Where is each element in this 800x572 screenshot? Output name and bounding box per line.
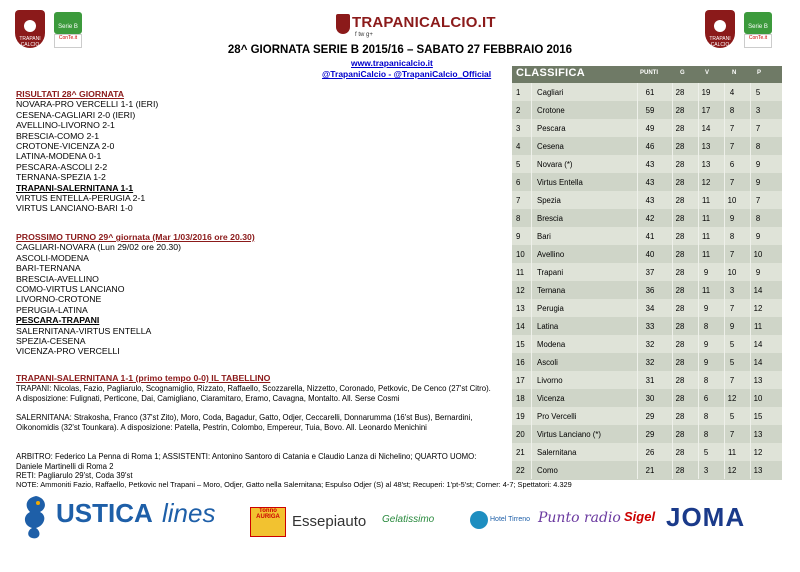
- standings-g: 28: [675, 412, 685, 421]
- col-divider: [672, 83, 673, 479]
- standings-team: Trapani: [537, 268, 564, 277]
- standings-v: 12: [701, 178, 711, 187]
- trapani-lineup: TRAPANI: Nicolas, Fazio, Pagliarulo, Scognamiglio, Rizzato, Raffaello, Scozzarella, Nizzetto, Coronado, Petkovic, De Cenco (27'st Citro). A disposizione: Fulignati, Perticone, Dai, Camigliano, Ciaramitaro, Eramo, Cavagna, Montalto. All. Serse Cosmi: [16, 384, 491, 403]
- twitter-link[interactable]: @TrapaniCalcio - @TrapaniCalcio_Official: [322, 69, 492, 79]
- standings-v: 9: [703, 268, 709, 277]
- fixture-line: SALERNITANA-VIRTUS ENTELLA: [16, 325, 152, 336]
- standings-row: [512, 407, 782, 426]
- ustica-text: USTICA: [56, 498, 153, 528]
- fixture-line: BRESCIA-AVELLINO: [16, 273, 99, 284]
- tonno-auriga-logo: Tonno AURIGA: [250, 507, 286, 537]
- standings-g: 28: [675, 232, 685, 241]
- result-line: PESCARA-ASCOLI 2-2: [16, 161, 108, 172]
- logo-text: TRAPANI CALCIO: [19, 36, 41, 48]
- standings-n: 7: [729, 250, 735, 259]
- result-line: BRESCIA-COMO 2-1: [16, 130, 100, 141]
- standings-team: Latina: [537, 322, 559, 331]
- standings-position: 12: [516, 286, 525, 295]
- standings-position: 9: [516, 232, 521, 241]
- standings-n: 5: [729, 340, 735, 349]
- standings-pts: 32: [645, 358, 655, 367]
- standings-row: [512, 443, 782, 462]
- ustica-lines-logo: [14, 490, 239, 546]
- standings-p: 9: [755, 160, 761, 169]
- col-g: G: [680, 70, 685, 76]
- standings-g: 28: [675, 304, 685, 313]
- standings-p: 9: [755, 268, 761, 277]
- standings-p: 8: [755, 214, 761, 223]
- standings-position: 21: [516, 448, 525, 457]
- standings-g: 28: [675, 250, 685, 259]
- standings-n: 10: [727, 196, 737, 205]
- logo-text: TRAPANI CALCIO: [709, 36, 731, 48]
- standings-p: 7: [755, 196, 761, 205]
- col-divider: [698, 83, 699, 479]
- standings-pts: 33: [645, 322, 655, 331]
- standings-row: [512, 101, 782, 120]
- standings-team: Virtus Entella: [537, 178, 583, 187]
- standings-v: 9: [703, 304, 709, 313]
- standings-team: Ternana: [537, 286, 566, 295]
- conte-label: ConTe.it: [54, 34, 82, 48]
- standings-position: 10: [516, 250, 525, 259]
- standings-v: 17: [701, 106, 711, 115]
- standings-row: [512, 263, 782, 282]
- fixture-line: LIVORNO-CROTONE: [16, 294, 102, 305]
- result-line: VIRTUS ENTELLA-PERUGIA 2-1: [16, 193, 146, 204]
- standings-p: 13: [753, 466, 763, 475]
- standings-v: 9: [703, 340, 709, 349]
- standings-team: Livorno: [537, 376, 563, 385]
- standings-n: 5: [729, 412, 735, 421]
- standings-pts: 37: [645, 268, 655, 277]
- standings-g: 28: [675, 340, 685, 349]
- col-divider: [750, 83, 751, 479]
- standings-position: 2: [516, 106, 521, 115]
- standings-g: 28: [675, 196, 685, 205]
- col-punti: PUNTI: [640, 70, 658, 76]
- standings-g: 28: [675, 106, 685, 115]
- gelatissimo-logo: Gelatissimo: [382, 514, 435, 525]
- result-line: CROTONE-VICENZA 2-0: [16, 141, 115, 152]
- standings-row: [512, 245, 782, 264]
- standings-g: 28: [675, 124, 685, 133]
- website-link[interactable]: www.trapanicalcio.it: [351, 58, 433, 68]
- standings-n: 3: [729, 286, 735, 295]
- standings-pts: 43: [645, 160, 655, 169]
- standings-position: 6: [516, 178, 521, 187]
- standings-n: 12: [727, 394, 737, 403]
- standings-position: 14: [516, 322, 525, 331]
- standings-v: 11: [701, 286, 711, 295]
- standings-v: 13: [701, 142, 711, 151]
- standings-pts: 36: [645, 286, 655, 295]
- standings-g: 28: [675, 268, 685, 277]
- salernitana-lineup: SALERNITANA: Strakosha, Franco (37'st Zito), Moro, Coda, Bagadur, Gatto, Odjer, Ceccarelli, Donnarumma (16'st Bus), Bernardini, Oikonomidis (32'st Tounkara). A disposizione: Patella, Pestrin, Colombo, Empereur, Tuia, Bovo. All. Leonardo Menichini: [16, 413, 473, 432]
- standings-pts: 30: [645, 394, 655, 403]
- standings-g: 28: [675, 286, 685, 295]
- standings-position: 16: [516, 358, 525, 367]
- standings-p: 9: [755, 178, 761, 187]
- ball-icon: [714, 20, 726, 32]
- page-title: 28^ GIORNATA SERIE B 2015/16 – SABATO 27 FEBBRAIO 2016: [227, 44, 573, 56]
- standings-v: 3: [703, 466, 709, 475]
- standings-row: [512, 317, 782, 336]
- standings-position: 8: [516, 214, 521, 223]
- standings-row: [512, 281, 782, 300]
- standings-team: Como: [537, 466, 558, 475]
- col-divider: [531, 83, 532, 479]
- result-line: LATINA-MODENA 0-1: [16, 151, 102, 162]
- standings-v: 11: [701, 250, 711, 259]
- standings-v: 8: [703, 430, 709, 439]
- standings-p: 14: [753, 340, 763, 349]
- col-v: V: [705, 70, 710, 76]
- standings-v: 19: [701, 88, 711, 97]
- standings-position: 7: [516, 196, 521, 205]
- standings-v: 14: [701, 124, 711, 133]
- lines-text: lines: [162, 498, 216, 528]
- standings-team: Avellino: [537, 250, 565, 259]
- standings-g: 28: [675, 358, 685, 367]
- standings-pts: 26: [645, 448, 655, 457]
- standings-team: Pescara: [537, 124, 566, 133]
- fixture-line: PERUGIA-LATINA: [16, 304, 88, 315]
- standings-row: [512, 173, 782, 192]
- result-line-trapani: TRAPANI-SALERNITANA 1-1: [16, 182, 134, 193]
- standings-g: 28: [675, 448, 685, 457]
- standings-position: 19: [516, 412, 525, 421]
- standings-n: 9: [729, 322, 735, 331]
- goals: RETI: Pagliarulo 29'st, Coda 39'st: [16, 471, 133, 480]
- standings-row: [512, 227, 782, 246]
- standings-position: 1: [516, 88, 521, 97]
- standings-g: 28: [675, 142, 685, 151]
- standings-n: 7: [729, 178, 735, 187]
- referees: ARBITRO: Federico La Penna di Roma 1; ASSISTENTI: Antonino Santoro di Catania e Claudio Lanza di Nichelino; QUARTO UOMO: Daniele Martinelli di Roma 2: [16, 452, 477, 471]
- standings-v: 13: [701, 160, 711, 169]
- standings-pts: 46: [645, 142, 655, 151]
- standings-v: 8: [703, 322, 709, 331]
- standings-p: 5: [755, 88, 761, 97]
- standings-p: 8: [755, 142, 761, 151]
- standings-pts: 29: [645, 412, 655, 421]
- ball-icon: [24, 20, 36, 32]
- standings-row: [512, 335, 782, 354]
- standings-row: [512, 389, 782, 408]
- standings-p: 3: [755, 106, 761, 115]
- standings-p: 14: [753, 286, 763, 295]
- standings-position: 17: [516, 376, 525, 385]
- standings-g: 28: [675, 430, 685, 439]
- standings-g: 28: [675, 394, 685, 403]
- standings-n: 12: [727, 466, 737, 475]
- standings-pts: 61: [645, 88, 655, 97]
- fixture-line: BARI-TERNANA: [16, 263, 81, 274]
- standings-position: 20: [516, 430, 525, 439]
- standings-position: 18: [516, 394, 525, 403]
- standings-team: Cagliari: [537, 88, 564, 97]
- standings-n: 10: [727, 268, 737, 277]
- standings-p: 7: [755, 124, 761, 133]
- standings-n: 7: [729, 124, 735, 133]
- result-line: CESENA-CAGLIARI 2-0 (IERI): [16, 109, 136, 120]
- trapani-logo-right: [705, 10, 735, 48]
- standings-pts: 42: [645, 214, 655, 223]
- brand-shield-icon: [336, 14, 350, 34]
- standings-row: [512, 299, 782, 318]
- standings-g: 28: [675, 322, 685, 331]
- standings-team: Bari: [537, 232, 551, 241]
- standings-p: 14: [753, 358, 763, 367]
- standings-p: 10: [753, 250, 763, 259]
- standings-g: 28: [675, 466, 685, 475]
- standings-row: [512, 209, 782, 228]
- standings-pts: 40: [645, 250, 655, 259]
- standings-p: 15: [753, 412, 763, 421]
- standings-v: 8: [703, 376, 709, 385]
- fixture-line: CAGLIARI-NOVARA (Lun 29/02 ore 20.30): [16, 242, 181, 253]
- standings-n: 9: [729, 214, 735, 223]
- standings-v: 8: [703, 412, 709, 421]
- standings-row: [512, 371, 782, 390]
- standings-row: [512, 155, 782, 174]
- standings-pts: 59: [645, 106, 655, 115]
- punto-radio-logo: Punto radio: [538, 510, 621, 526]
- standings-position: 5: [516, 160, 521, 169]
- standings-p: 9: [755, 232, 761, 241]
- standings-g: 28: [675, 178, 685, 187]
- standings-team: Salernitana: [537, 448, 577, 457]
- standings-n: 4: [729, 88, 735, 97]
- standings-position: 13: [516, 304, 525, 313]
- tabellino-heading: TRAPANI-SALERNITANA 1-1 (primo tempo 0-0) IL TABELLINO: [16, 373, 271, 383]
- standings-table: [512, 66, 782, 479]
- standings-team: Ascoli: [537, 358, 558, 367]
- standings-pts: 21: [645, 466, 655, 475]
- standings-pts: 41: [645, 232, 655, 241]
- sigel-logo: Sigel: [624, 509, 656, 524]
- standings-v: 11: [701, 196, 711, 205]
- standings-n: 5: [729, 358, 735, 367]
- social-icons[interactable]: f tw g+: [355, 32, 373, 38]
- hotel-tirreno-emblem-icon: [470, 511, 488, 529]
- standings-row: [512, 461, 782, 480]
- standings-n: 7: [729, 142, 735, 151]
- standings-n: 7: [729, 304, 735, 313]
- standings-p: 13: [753, 430, 763, 439]
- standings-n: 8: [729, 106, 735, 115]
- result-line: VIRTUS LANCIANO-BARI 1-0: [16, 203, 133, 214]
- standings-team: Crotone: [537, 106, 565, 115]
- standings-position: 3: [516, 124, 521, 133]
- standings-row: [512, 119, 782, 138]
- results-section: [16, 89, 158, 214]
- col-divider: [637, 83, 638, 479]
- standings-position: 11: [516, 268, 525, 277]
- standings-n: 7: [729, 376, 735, 385]
- standings-team: Virtus Lanciano (*): [537, 430, 601, 439]
- serie-b-label: Serie B: [54, 12, 82, 34]
- standings-team: Pro Vercelli: [537, 412, 577, 421]
- fixture-line: VICENZA-PRO VERCELLI: [16, 346, 120, 357]
- standings-pts: 49: [645, 124, 655, 133]
- hotel-tirreno-logo: Hotel Tirreno: [490, 516, 531, 523]
- result-line: AVELLINO-LIVORNO 2-1: [16, 120, 115, 131]
- standings-header: [512, 66, 782, 83]
- standings-v: 11: [701, 232, 711, 241]
- standings-team: Vicenza: [537, 394, 565, 403]
- standings-team: Spezia: [537, 196, 561, 205]
- standings-p: 12: [753, 304, 763, 313]
- result-line: TERNANA-SPEZIA 1-2: [16, 172, 106, 183]
- standings-n: 11: [727, 448, 737, 457]
- fixture-line: ASCOLI-MODENA: [16, 252, 89, 263]
- standings-p: 10: [753, 394, 763, 403]
- standings-p: 12: [753, 448, 763, 457]
- standings-pts: 32: [645, 340, 655, 349]
- standings-g: 28: [675, 214, 685, 223]
- standings-g: 28: [675, 88, 685, 97]
- standings-title: CLASSIFICA: [516, 67, 585, 79]
- standings-row: [512, 191, 782, 210]
- standings-v: 6: [703, 394, 709, 403]
- standings-v: 11: [701, 214, 711, 223]
- col-divider: [724, 83, 725, 479]
- joma-logo: JOMA: [666, 502, 746, 532]
- standings-row: [512, 137, 782, 156]
- standings-p: 13: [753, 376, 763, 385]
- standings-position: 15: [516, 340, 525, 349]
- standings-row: [512, 353, 782, 372]
- brand-title: TRAPANICALCIO.IT: [352, 14, 496, 31]
- fixture-line-trapani: PESCARA-TRAPANI: [16, 315, 100, 326]
- conte-label: ConTe.it: [744, 34, 772, 48]
- fixture-line: SPEZIA-CESENA: [16, 336, 86, 347]
- trapani-logo-left: [15, 10, 45, 48]
- standings-row: [512, 425, 782, 444]
- standings-v: 9: [703, 358, 709, 367]
- standings-p: 11: [753, 322, 763, 331]
- standings-pts: 29: [645, 430, 655, 439]
- result-line: NOVARA-PRO VERCELLI 1-1 (IERI): [16, 99, 159, 110]
- standings-n: 7: [729, 430, 735, 439]
- standings-team: Modena: [537, 340, 566, 349]
- standings-pts: 31: [645, 376, 655, 385]
- standings-team: Novara (*): [537, 160, 573, 169]
- serie-b-label: Serie B: [744, 12, 772, 34]
- standings-g: 28: [675, 160, 685, 169]
- next-round-section: [16, 232, 255, 357]
- standings-pts: 34: [645, 304, 655, 313]
- standings-n: 8: [729, 232, 735, 241]
- results-heading: RISULTATI 28^ GIORNATA: [16, 89, 125, 99]
- standings-team: Brescia: [537, 214, 563, 223]
- standings-team: Cesena: [537, 142, 564, 151]
- standings-v: 5: [703, 448, 709, 457]
- essepiauto-logo: Essepiauto: [292, 513, 367, 530]
- standings-row: [512, 83, 782, 102]
- standings-position: 4: [516, 142, 521, 151]
- col-p: P: [757, 70, 762, 76]
- standings-n: 6: [729, 160, 735, 169]
- standings-position: 22: [516, 466, 525, 475]
- next-round-heading: PROSSIMO TURNO 29^ giornata (Mar 1/03/2016 ore 20.30): [16, 232, 255, 242]
- fixture-line: COMO-VIRTUS LANCIANO: [16, 284, 125, 295]
- standings-g: 28: [675, 376, 685, 385]
- col-n: N: [732, 70, 737, 76]
- standings-team: Perugia: [537, 304, 564, 313]
- standings-pts: 43: [645, 178, 655, 187]
- seahorse-icon: [14, 492, 54, 542]
- notes: NOTE: Ammoniti Fazio, Raffaello, Petkovic nel Trapani – Moro, Odjer, Gatto nella Salernitana; Espulso Odjer (S) al 48'st; Recuperi: 1'pt-5'st; Corner: 4-7; Spettatori: 4.329: [16, 480, 572, 489]
- standings-pts: 43: [645, 196, 655, 205]
